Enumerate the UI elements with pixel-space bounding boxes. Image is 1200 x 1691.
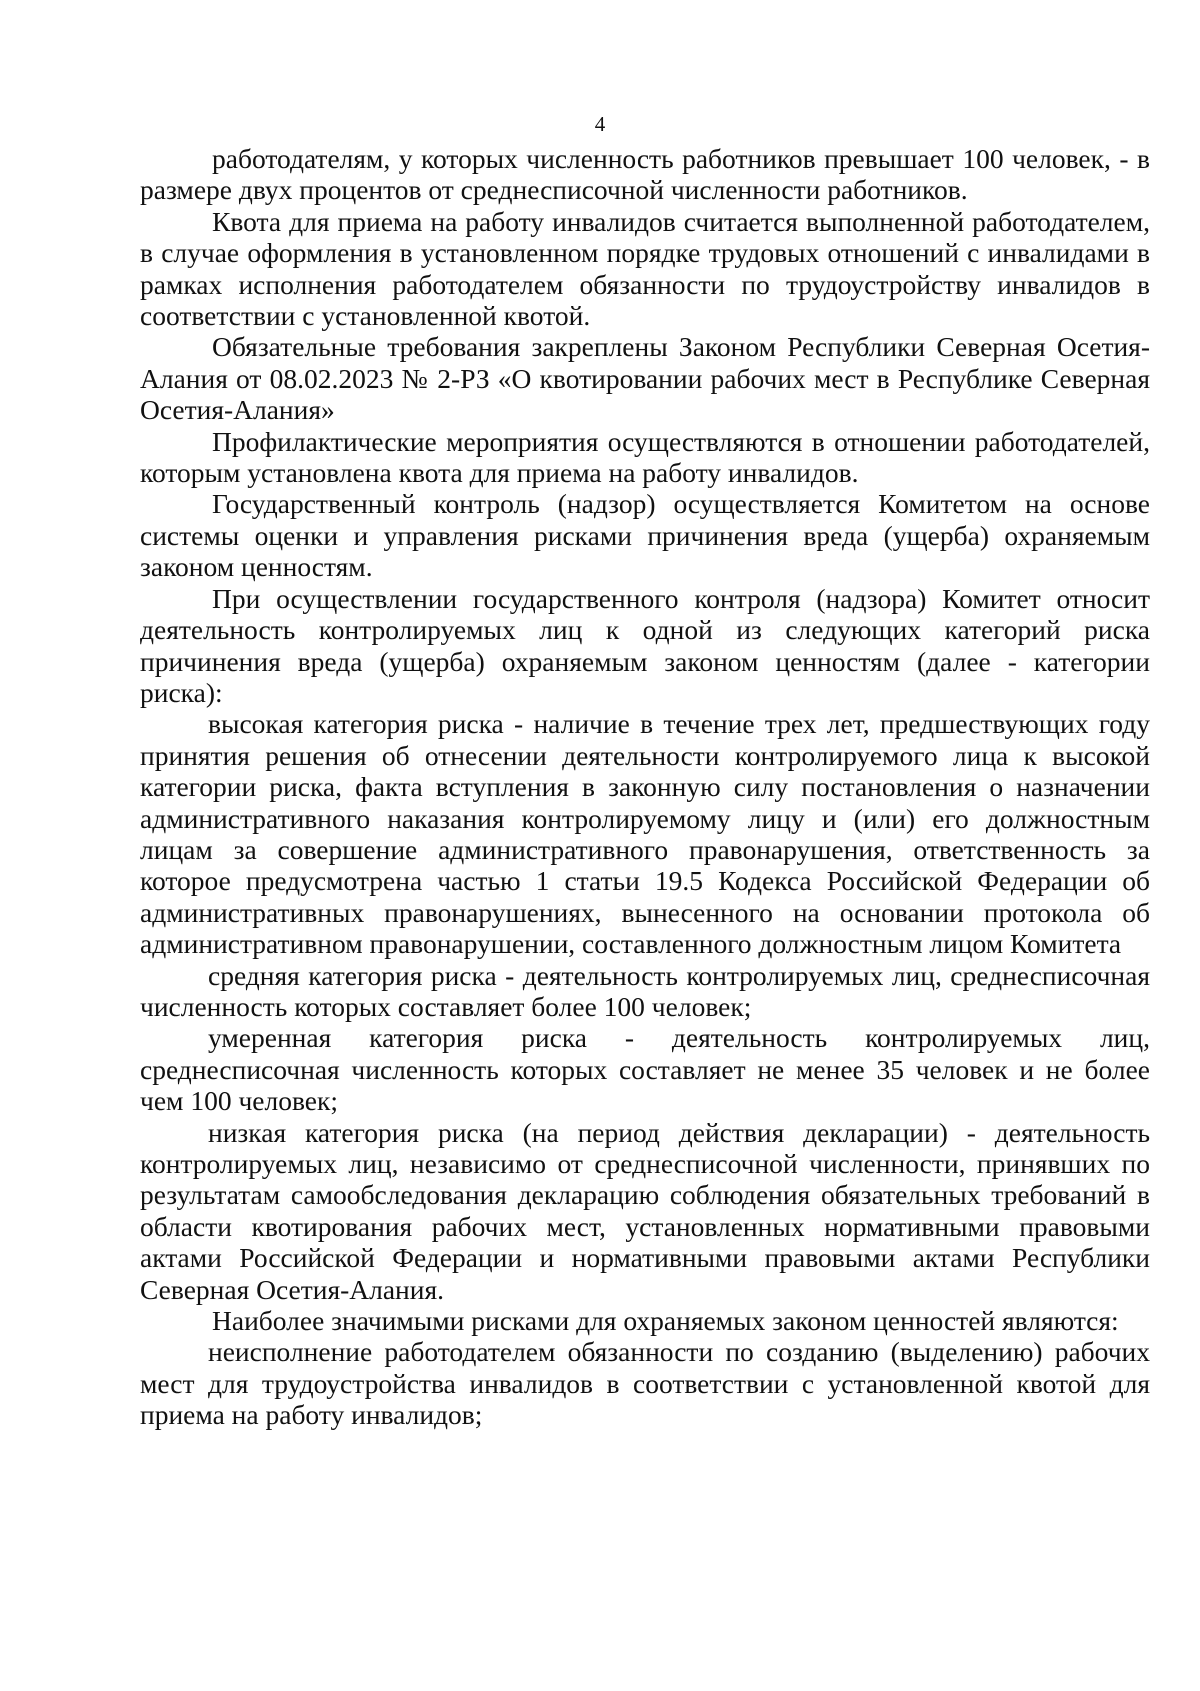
- paragraph-quota-fulfilled: Квота для приема на работу инвалидов считается выполненной работодателем, в случае оформления в установленном порядке трудовых отношений с инвалидами в рамках исполнения работодателем обязанности по трудоустройству инвалидов в соответствии с установленной квотой.: [140, 205, 1150, 332]
- page-number: 4: [594, 112, 606, 136]
- paragraph-medium-risk: средняя категория риска - деятельность контролируемых лиц, среднесписочная численность которых составляет более 100 человек;: [140, 959, 1150, 1022]
- paragraph-employers-quota: работодателям, у которых численность работников превышает 100 человек, - в размере двух процентов от среднесписочной численности работников.: [140, 143, 1150, 206]
- paragraph-mandatory-requirements: Обязательные требования закреплены Законом Республики Северная Осетия-Алания от 08.02.2023 № 2-РЗ «О квотировании рабочих мест в Республике Северная Осетия-Алания»: [140, 331, 1150, 426]
- paragraph-state-control: Государственный контроль (надзор) осуществляется Комитетом на основе системы оценки и управления рисками причинения вреда (ущерба) охраняемым законом ценностям.: [140, 488, 1150, 583]
- paragraph-high-risk: высокая категория риска - наличие в течение трех лет, предшествующих году принятия решения об отнесении деятельности контролируемого лица к высокой категории риска, факта вступления в законную силу постановления о назначении административного наказания контролируемому лицу и (или) его должностным лицам за совершение административного правонарушения, ответственность за которое предусмотрена частью 1 статьи 19.5 Кодекса Российской Федерации об административных правонарушениях, вынесенного на основании протокола об административном правонарушении, составленного должностным лицом Комитета: [140, 708, 1150, 960]
- paragraph-non-fulfillment: неисполнение работодателем обязанности по созданию (выделению) рабочих мест для трудоустройства инвалидов в соответствии с установленной квотой для приема на работу инвалидов;: [140, 1336, 1150, 1431]
- paragraph-low-risk: низкая категория риска (на период действия декларации) - деятельность контролируемых лиц, независимо от среднесписочной численности, принявших по результатам самообследования декларацию соблюдения обязательных требований в области квотирования рабочих мест, установленных нормативными правовыми актами Российской Федерации и нормативными правовыми актами Республики Северная Осетия-Алания.: [140, 1116, 1150, 1305]
- document-body: [140, 143, 1150, 1431]
- paragraph-risk-categories-intro: При осуществлении государственного контроля (надзора) Комитет относит деятельность контролируемых лиц к одной из следующих категорий риска причинения вреда (ущерба) охраняемым законом ценностям (далее - категории риска):: [140, 582, 1150, 708]
- paragraph-significant-risks: Наиболее значимыми рисками для охраняемых законом ценностей являются:: [212, 1305, 1119, 1337]
- paragraph-moderate-risk: умеренная категория риска - деятельность контролируемых лиц, среднесписочная численность которых составляет не менее 35 человек и не более чем 100 человек;: [140, 1022, 1150, 1117]
- paragraph-preventive-measures: Профилактические мероприятия осуществляются в отношении работодателей, которым установлена квота для приема на работу инвалидов.: [140, 425, 1150, 489]
